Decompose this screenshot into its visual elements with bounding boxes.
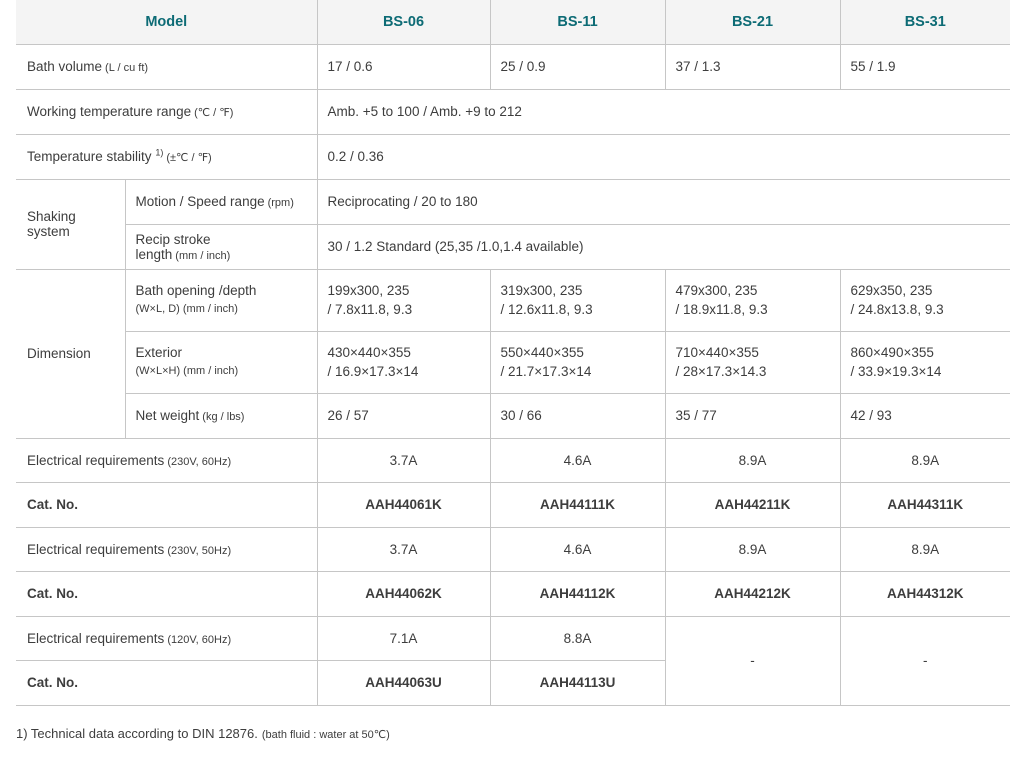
- cat-230-50-bs31: AAH44312K: [840, 571, 1010, 616]
- value-line1: 479x300, 235: [675, 283, 758, 298]
- elec-230-60-bs11: 4.6A: [490, 438, 665, 482]
- row-net-weight: [16, 393, 1010, 438]
- label-text: Electrical requirements: [27, 541, 165, 557]
- row-motion-speed: [16, 179, 1010, 224]
- footnote: [16, 726, 1011, 741]
- value-line2: / 28×17.3×14.3: [675, 364, 767, 379]
- footnote-main: 1) Technical data according to DIN 12876.: [16, 725, 258, 741]
- header-bs11: BS-11: [490, 0, 665, 44]
- cat-120-60-bs11: AAH44113U: [490, 660, 665, 705]
- cat-230-60-bs21: AAH44211K: [665, 482, 840, 527]
- value-line2: / 7.8x11.8, 9.3: [327, 302, 413, 317]
- value-line2: / 16.9×17.3×14: [327, 364, 419, 379]
- label-unit: (kg / lbs): [202, 411, 245, 423]
- label-text: Net weight: [135, 408, 200, 423]
- working-temp-label: [16, 89, 317, 134]
- label-unit: (L / cu ft): [105, 62, 149, 74]
- header-row: [16, 0, 1010, 44]
- elec-230-50-bs21: 8.9A: [665, 527, 840, 571]
- elec-120-60-bs11: 8.8A: [490, 616, 665, 660]
- row-cat-230-50: [16, 571, 1010, 616]
- label-unit: (℃ / ℉): [194, 107, 234, 119]
- bath-opening-label: [125, 269, 317, 331]
- elec-120-60-bs06: 7.1A: [317, 616, 490, 660]
- label-unit: (rpm): [267, 197, 294, 209]
- label-unit: (W×L, D) (mm / inch): [135, 303, 238, 315]
- recip-stroke-label: [125, 224, 317, 269]
- exterior-bs31: [840, 331, 1010, 393]
- net-weight-label: [125, 393, 317, 438]
- value-line1: 860×490×355: [850, 345, 934, 360]
- elec-230-60-label: [16, 438, 317, 482]
- exterior-bs21: [665, 331, 840, 393]
- label-unit: (230V, 60Hz): [167, 455, 232, 468]
- cat-230-50-label: Cat. No.: [16, 571, 317, 616]
- recip-stroke-value: 30 / 1.2 Standard (25,35 /1.0,1.4 available): [317, 224, 1010, 269]
- label-text: Working temperature range: [27, 104, 192, 119]
- label-text: Bath volume: [27, 59, 103, 74]
- net-weight-bs31: 42 / 93: [840, 393, 1010, 438]
- net-weight-bs21: 35 / 77: [665, 393, 840, 438]
- value-line2: / 18.9x11.8, 9.3: [675, 302, 768, 317]
- elec-120-60-bs31-na: -: [840, 616, 1010, 705]
- cat-230-50-bs11: AAH44112K: [490, 571, 665, 616]
- value-line1: 710×440×355: [675, 345, 759, 360]
- footnote-detail: (bath fluid : water at 50℃): [261, 728, 390, 741]
- value-line2: / 12.6x11.8, 9.3: [500, 302, 593, 317]
- row-exterior: [16, 331, 1010, 393]
- dimension-group-label: Dimension: [16, 269, 125, 438]
- footnote-marker: 1): [155, 147, 164, 158]
- bath-volume-bs11: 25 / 0.9: [490, 44, 665, 89]
- net-weight-bs06: 26 / 57: [317, 393, 490, 438]
- bath-opening-bs21: [665, 269, 840, 331]
- temp-stability-value: 0.2 / 0.36: [317, 134, 1010, 179]
- bath-volume-bs31: 55 / 1.9: [840, 44, 1010, 89]
- bath-opening-bs11: [490, 269, 665, 331]
- row-elec-120-60: [16, 616, 1010, 660]
- shaking-system-group-label: Shaking system: [16, 179, 125, 269]
- label-text: Bath opening /depth: [135, 283, 257, 298]
- label-unit: (W×L×H) (mm / inch): [135, 365, 239, 377]
- working-temp-value: Amb. +5 to 100 / Amb. +9 to 212: [317, 89, 1010, 134]
- header-bs06: BS-06: [317, 0, 490, 44]
- elec-230-60-bs21: 8.9A: [665, 438, 840, 482]
- label-unit: (120V, 60Hz): [167, 633, 232, 646]
- bath-opening-bs06: [317, 269, 490, 331]
- value-line2: / 24.8x13.8, 9.3: [850, 302, 944, 317]
- row-elec-230-60: [16, 438, 1010, 482]
- header-bs21: BS-21: [665, 0, 840, 44]
- cat-120-60-label: Cat. No.: [16, 660, 317, 705]
- label-text: Exterior: [135, 345, 183, 360]
- row-bath-volume: [16, 44, 1010, 89]
- row-cat-230-60: [16, 482, 1010, 527]
- motion-speed-label: [125, 179, 317, 224]
- value-line1: 550×440×355: [500, 345, 584, 360]
- label-text: Temperature stability: [27, 149, 152, 164]
- elec-120-60-label: [16, 616, 317, 660]
- exterior-bs06: [317, 331, 490, 393]
- cat-230-60-label: Cat. No.: [16, 482, 317, 527]
- row-elec-230-50: [16, 527, 1010, 571]
- cat-230-60-bs06: AAH44061K: [317, 482, 490, 527]
- value-line2: / 21.7×17.3×14: [500, 364, 592, 379]
- header-model: Model: [16, 0, 317, 44]
- motion-speed-value: Reciprocating / 20 to 180: [317, 179, 1010, 224]
- value-line2: / 33.9×19.3×14: [850, 364, 942, 379]
- row-bath-opening: [16, 269, 1010, 331]
- temp-stability-label: [16, 134, 317, 179]
- cat-230-50-bs21: AAH44212K: [665, 571, 840, 616]
- row-working-temp: [16, 89, 1010, 134]
- label-text: Motion / Speed range: [135, 194, 265, 209]
- bath-volume-bs21: 37 / 1.3: [665, 44, 840, 89]
- cat-230-60-bs31: AAH44311K: [840, 482, 1010, 527]
- bath-volume-bs06: 17 / 0.6: [317, 44, 490, 89]
- label-unit: (±℃ / ℉): [166, 152, 212, 164]
- value-line1: 199x300, 235: [327, 283, 410, 298]
- row-temp-stability: [16, 134, 1010, 179]
- label-unit: (mm / inch): [175, 249, 231, 262]
- label-unit: (230V, 50Hz): [167, 544, 232, 557]
- exterior-bs11: [490, 331, 665, 393]
- elec-230-50-label: [16, 527, 317, 571]
- elec-230-50-bs06: 3.7A: [317, 527, 490, 571]
- label-text: Electrical requirements: [27, 452, 165, 468]
- elec-120-60-bs21-na: -: [665, 616, 840, 705]
- header-bs31: BS-31: [840, 0, 1010, 44]
- row-recip-stroke: [16, 224, 1010, 269]
- bath-opening-bs31: [840, 269, 1010, 331]
- exterior-label: [125, 331, 317, 393]
- value-line1: 430×440×355: [327, 345, 411, 360]
- label-text: Electrical requirements: [27, 630, 165, 646]
- cat-230-50-bs06: AAH44062K: [317, 571, 490, 616]
- value-line1: 319x300, 235: [500, 283, 583, 298]
- elec-230-60-bs31: 8.9A: [840, 438, 1010, 482]
- spec-table: [16, 0, 1010, 706]
- elec-230-60-bs06: 3.7A: [317, 438, 490, 482]
- net-weight-bs11: 30 / 66: [490, 393, 665, 438]
- cat-120-60-bs06: AAH44063U: [317, 660, 490, 705]
- cat-230-60-bs11: AAH44111K: [490, 482, 665, 527]
- bath-volume-label: [16, 44, 317, 89]
- value-line1: 629x350, 235: [850, 283, 933, 298]
- elec-230-50-bs31: 8.9A: [840, 527, 1010, 571]
- label-text: Recip stroke length: [135, 231, 211, 262]
- elec-230-50-bs11: 4.6A: [490, 527, 665, 571]
